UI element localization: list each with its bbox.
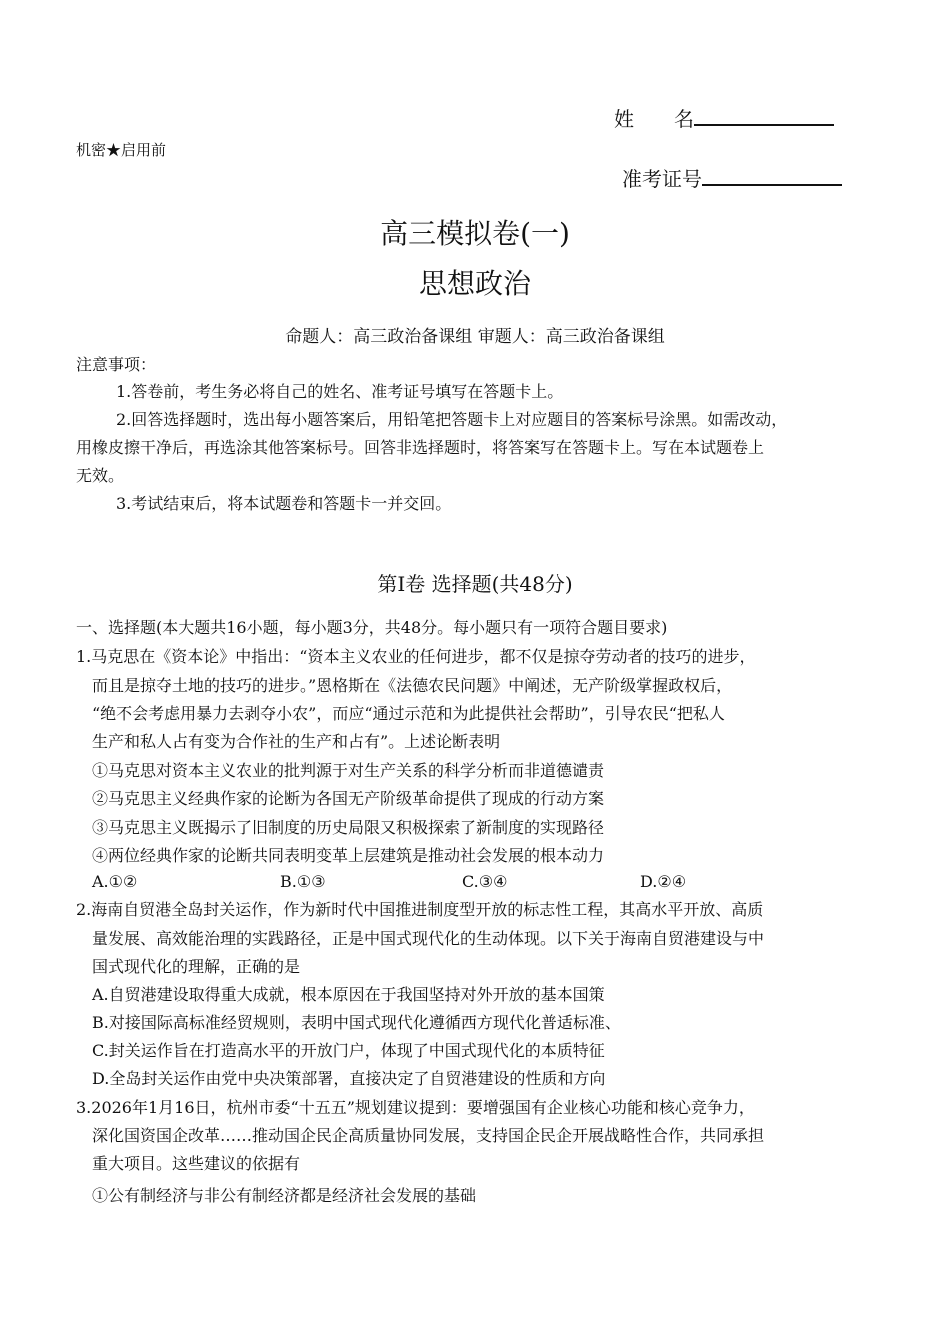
name-field	[614, 103, 834, 132]
authors-line: 命题人：高三政治备课组 审题人：高三政治备课组	[285, 327, 665, 347]
q1-statement-1: ①马克思对资本主义农业的批判源于对生产关系的科学分析而非道德谴责	[92, 761, 605, 780]
q1-statement-3: ③马克思主义既揭示了旧制度的历史局限又积极探索了新制度的实现路径	[92, 818, 605, 837]
q2-option-d[interactable]: D.全岛封关运作由党中央决策部署，直接决定了自贸港建设的性质和方向	[92, 1069, 606, 1088]
q1-statement-2: ②马克思主义经典作家的论断为各国无产阶级革命提供了现成的行动方案	[92, 789, 605, 808]
q1-statement-4: ④两位经典作家的论断共同表明变革上层建筑是推动社会发展的根本动力	[92, 846, 605, 865]
notice-item-3: 3.考试结束后，将本试题卷和答题卡一并交回。	[116, 494, 452, 513]
section-title: 第Ⅰ卷 选择题(共48分)	[377, 572, 573, 596]
q3-statement-1: ①公有制经济与非公有制经济都是经济社会发展的基础	[92, 1186, 477, 1205]
q1-stem-line-2: 而且是掠夺土地的技巧的进步。”恩格斯在《法德农民问题》中阐述，无产阶级掌握政权后，	[92, 676, 733, 695]
q2-option-b[interactable]: B.对接国际高标准经贸规则，表明中国式现代化遵循西方现代化普适标准、	[92, 1013, 621, 1032]
q1-option-b[interactable]: B.①③	[280, 872, 326, 891]
exam-id-field	[622, 163, 842, 192]
q1-stem-line-4: 生产和私人占有变为合作社的生产和占有”。上述论断表明	[92, 732, 501, 751]
notice-item-1: 1.答卷前，考生务必将自己的姓名、准考证号填写在答题卡上。	[116, 382, 564, 401]
q1-option-d[interactable]: D.②④	[640, 872, 687, 891]
q1-option-a[interactable]: A.①②	[92, 872, 138, 891]
q3-stem-line-2: 深化国资国企改革……推动国企民企高质量协同发展，支持国企民企开展战略性合作，共同承担	[92, 1126, 765, 1145]
notice-item-2-line-2: 用橡皮擦干净后，再选涂其他答案标号。回答非选择题时，将答案写在答题卡上。写在本试题卷上	[76, 438, 765, 457]
notice-item-2-line-1: 2.回答选择题时，选出每小题答案后，用铅笔把答题卡上对应题目的答案标号涂黑。如需改动，	[116, 410, 788, 429]
q3-stem-line-1: 3.2026年1月16日，杭州市委“十五五”规划建议提到：要增强国有企业核心功能和核心竞争力，	[76, 1098, 755, 1117]
q3-stem-line-3: 重大项目。这些建议的依据有	[92, 1154, 301, 1173]
exam-id-label: 准考证号	[622, 167, 702, 191]
exam-title: 高三模拟卷(一)	[380, 217, 570, 250]
q1-option-c[interactable]: C.③④	[462, 872, 508, 891]
name-label: 姓 名	[614, 107, 694, 131]
notice-item-2-line-3: 无效。	[76, 466, 125, 485]
part-heading: 一、选择题(本大题共16小题，每小题3分，共48分。每小题只有一项符合题目要求)	[76, 618, 668, 637]
q2-option-a[interactable]: A.自贸港建设取得重大成就，根本原因在于我国坚持对外开放的基本国策	[92, 985, 605, 1004]
name-blank[interactable]	[694, 124, 834, 126]
q1-stem-line-3: “绝不会考虑用暴力去剥夺小农”，而应“通过示范和为此提供社会帮助”，引导农民“把私人	[92, 704, 725, 723]
subject-title: 思想政治	[418, 267, 531, 300]
exam-id-blank[interactable]	[702, 184, 842, 186]
q2-stem-line-1: 2.海南自贸港全岛封关运作，作为新时代中国推进制度型开放的标志性工程，其高水平开放、高质	[76, 900, 764, 919]
secret-label: 机密★启用前	[76, 141, 167, 159]
q1-stem-line-1: 1.马克思在《资本论》中指出：“资本主义农业的任何进步，都不仅是掠夺劳动者的技巧的进步，	[76, 647, 756, 666]
q2-option-c[interactable]: C.封关运作旨在打造高水平的开放门户，体现了中国式现代化的本质特征	[92, 1041, 605, 1060]
q2-stem-line-2: 量发展、高效能治理的实践路径，正是中国式现代化的生动体现。以下关于海南自贸港建设与中	[92, 929, 765, 948]
q2-stem-line-3: 国式现代化的理解，正确的是	[92, 957, 301, 976]
notice-heading: 注意事项：	[76, 355, 157, 374]
